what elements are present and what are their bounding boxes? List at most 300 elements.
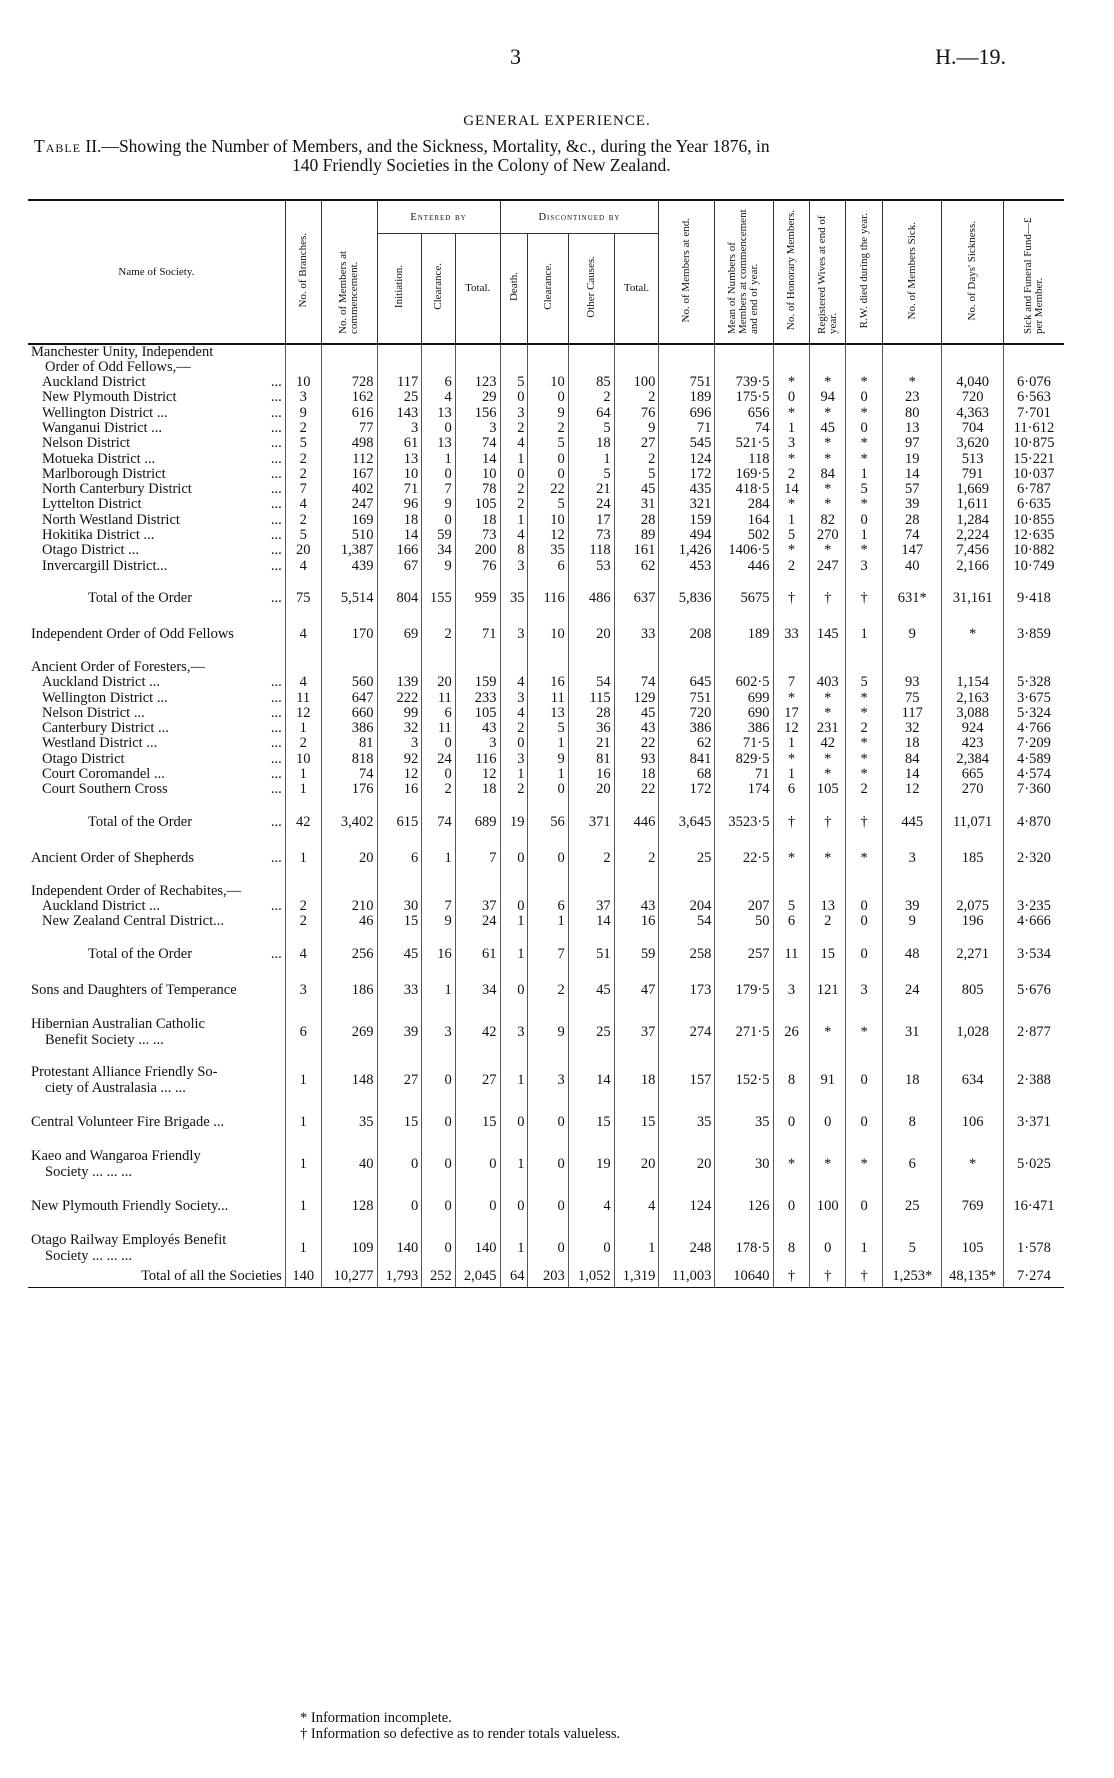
spacer-row [28,646,1064,660]
data-cell: 69 [377,624,422,646]
data-cell: * [942,1148,1004,1182]
data-cell: 89 [614,528,659,543]
spacer-cell [1003,1098,1064,1112]
data-cell: 17 [568,513,614,528]
spacer-cell [285,930,321,944]
header-funeral-fund: Sick and Funeral Fund—£ per Member. [1003,200,1064,344]
data-cell: 1,426 [659,543,715,558]
society-name [28,1196,285,1218]
spacer-cell [715,1002,773,1016]
data-cell: 24 [422,752,456,767]
data-cell: 1 [500,767,528,782]
data-cell: 31 [883,1016,942,1050]
data-cell: 24 [455,914,500,929]
data-cell: 28 [614,513,659,528]
data-cell: 0 [422,1196,456,1218]
empty-cell [773,344,810,376]
data-cell: 43 [614,721,659,736]
data-cell: 9 [422,914,456,929]
spacer-row [28,834,1064,848]
spacer-cell [614,1182,659,1196]
data-cell: 252 [422,1266,456,1288]
spacer-cell [377,1134,422,1148]
spacer-cell [810,1098,846,1112]
spacer-cell [1003,646,1064,660]
data-cell: 39 [883,497,942,512]
data-cell: 3,620 [942,436,1004,451]
data-cell: 9 [614,421,659,436]
data-cell: 660 [321,706,377,721]
data-cell: 1 [773,736,810,751]
data-cell: 3 [500,406,528,421]
district-row [28,406,1064,421]
data-cell: 19 [883,452,942,467]
data-cell: 0 [377,1148,422,1182]
data-cell: 208 [659,624,715,646]
data-cell: 10 [285,375,321,390]
spacer-cell [422,1002,456,1016]
data-cell: 15 [810,944,846,966]
data-cell: 11 [422,691,456,706]
data-cell: 166 [377,543,422,558]
data-cell: 118 [715,452,773,467]
row-label: Sons and Daughters of Temperance [31,981,237,998]
data-cell: 2·388 [1003,1064,1064,1098]
data-cell: 24 [883,980,942,1002]
empty-cell [614,344,659,376]
spacer-cell [377,610,422,624]
data-cell: 43 [614,899,659,914]
data-cell: 2 [422,782,456,797]
data-cell: 8 [773,1232,810,1266]
data-cell: 0 [846,513,883,528]
data-cell: 100 [614,375,659,390]
data-cell: 204 [659,899,715,914]
society-name-line: Society ... ... ... [45,1247,132,1264]
data-cell: 4 [285,497,321,512]
empty-cell [614,660,659,675]
footnote-incomplete: * Information incomplete. [300,1710,452,1726]
spacer-cell [1003,1218,1064,1232]
spacer-cell [1003,798,1064,812]
spacer-cell [883,798,942,812]
data-cell: 15 [568,1112,614,1134]
district-name [28,421,285,436]
data-cell: 29 [455,390,500,405]
header-mean-members: Mean of Numbers of Members at commencement and end of year. [715,200,773,344]
friendly-societies-table [28,199,1064,1288]
spacer-cell [28,574,285,588]
society-name-line: Society ... ... ... [45,1163,132,1180]
data-cell: 9·418 [1003,588,1064,610]
leader-dots: ... [270,945,282,962]
spacer-cell [528,966,568,980]
group-heading-row [28,660,1064,675]
data-cell: 10·749 [1003,559,1064,574]
spacer-cell [846,930,883,944]
data-cell: 8 [883,1112,942,1134]
data-cell: 0 [500,899,528,914]
data-cell: 51 [568,944,614,966]
data-cell: 48,135* [942,1266,1004,1288]
empty-cell [659,660,715,675]
leader-dots: ... [270,497,282,513]
data-cell: 179·5 [715,980,773,1002]
spacer-cell [455,1050,500,1064]
empty-cell [883,884,942,899]
spacer-cell [942,1002,1004,1016]
data-cell: 173 [659,980,715,1002]
row-label: Court Coromandel ... [42,767,165,783]
caption-line-1: —Showing the Number of Members, and the Sickness, Mortality, &c., during the Year 1876, in [101,136,770,156]
district-row [28,767,1064,782]
empty-cell [377,660,422,675]
total-label [28,1266,285,1288]
data-cell: 3 [500,1016,528,1050]
total-label [28,812,285,834]
data-cell: 3 [528,1064,568,1098]
data-cell: 15 [614,1112,659,1134]
spacer-cell [321,1182,377,1196]
data-cell: † [810,1266,846,1288]
data-cell: 20 [614,1148,659,1182]
data-cell: 3,088 [942,706,1004,721]
data-cell: 284 [715,497,773,512]
district-row [28,513,1064,528]
district-name [28,513,285,528]
data-cell: 175·5 [715,390,773,405]
group-heading [28,884,285,899]
spacer-cell [285,1218,321,1232]
spacer-cell [377,870,422,884]
data-cell: 3 [500,559,528,574]
data-cell: 371 [568,812,614,834]
data-cell: 74 [455,436,500,451]
data-cell: 4·589 [1003,752,1064,767]
data-cell: * [846,736,883,751]
data-cell: 37 [455,899,500,914]
data-cell: 445 [883,812,942,834]
data-cell: 2 [568,848,614,870]
data-cell: 32 [377,721,422,736]
spacer-cell [773,834,810,848]
spacer-cell [500,1002,528,1016]
data-cell: 2 [846,782,883,797]
data-cell: 0 [422,421,456,436]
row-label: New Plymouth District [42,390,177,406]
row-label: Total of the Order [88,813,193,830]
society-name [28,1016,285,1050]
data-cell: * [773,848,810,870]
spacer-cell [659,610,715,624]
spacer-cell [883,834,942,848]
empty-cell [500,884,528,899]
page-number: 3 [510,44,521,69]
data-cell: 178·5 [715,1232,773,1266]
district-name [28,721,285,736]
data-cell: 0 [528,452,568,467]
society-name [28,1064,285,1098]
spacer-cell [942,610,1004,624]
spacer-cell [614,1218,659,1232]
data-cell: 6 [528,899,568,914]
data-cell: 615 [377,812,422,834]
data-cell: 116 [455,752,500,767]
spacer-cell [846,798,883,812]
spacer-cell [568,610,614,624]
spacer-cell [810,1218,846,1232]
district-row [28,721,1064,736]
data-cell: 7 [773,675,810,690]
data-cell: 6 [883,1148,942,1182]
data-cell: 5 [773,899,810,914]
data-cell: 439 [321,559,377,574]
empty-cell [377,344,422,376]
spacer-row [28,870,1064,884]
spacer-cell [715,1134,773,1148]
data-cell: 1 [773,421,810,436]
leader-dots: ... [270,543,282,559]
spacer-cell [528,646,568,660]
data-cell: 665 [942,767,1004,782]
spacer-row [28,574,1064,588]
district-row [28,675,1064,690]
data-cell: 33 [773,624,810,646]
data-cell: 5 [846,675,883,690]
district-row [28,706,1064,721]
data-cell: 5 [528,436,568,451]
empty-cell [883,344,942,376]
spacer-cell [659,574,715,588]
spacer-cell [659,966,715,980]
data-cell: 0 [773,390,810,405]
data-cell: 7 [422,899,456,914]
data-cell: 0 [528,848,568,870]
data-cell: 0 [846,421,883,436]
spacer-cell [1003,1134,1064,1148]
data-cell: 0 [455,1196,500,1218]
spacer-cell [773,574,810,588]
data-cell: 5 [614,467,659,482]
data-cell: 31,161 [942,588,1004,610]
data-cell: 112 [321,452,377,467]
data-cell: 269 [321,1016,377,1050]
society-name-line: Kaeo and Wangaroa Friendly [31,1148,201,1165]
spacer-cell [568,966,614,980]
spacer-cell [321,1098,377,1112]
spacer-cell [810,798,846,812]
group-heading-line: Independent Order of Rechabites,— [31,883,242,899]
data-cell: 2 [614,848,659,870]
spacer-cell [422,930,456,944]
data-cell: 73 [455,528,500,543]
data-cell: 3 [285,390,321,405]
leader-dots: ... [270,705,282,721]
empty-cell [528,344,568,376]
data-cell: 0 [846,899,883,914]
empty-cell [659,344,715,376]
data-cell: 14 [377,528,422,543]
header-branches: No. of Branches. [285,200,321,344]
data-cell: 6 [285,1016,321,1050]
data-cell: 12 [285,706,321,721]
data-cell: 2 [568,390,614,405]
spacer-cell [28,610,285,624]
spacer-cell [883,1002,942,1016]
data-cell: 54 [568,675,614,690]
data-cell: 23 [883,390,942,405]
data-cell: 16 [528,675,568,690]
data-cell: 170 [321,624,377,646]
district-name [28,559,285,574]
spacer-cell [285,1134,321,1148]
empty-cell [942,660,1004,675]
header-members-end: No. of Members at end. [659,200,715,344]
district-row [28,528,1064,543]
data-cell: 33 [614,624,659,646]
spacer-cell [377,798,422,812]
footnote-defective: † Information so defective as to render totals valueless. [300,1726,621,1742]
data-cell: 5,836 [659,588,715,610]
spacer-cell [715,870,773,884]
data-cell: 35 [321,1112,377,1134]
data-cell: 1 [285,1148,321,1182]
data-cell: 222 [377,691,422,706]
data-cell: 0 [846,1196,883,1218]
data-cell: 189 [715,624,773,646]
row-label: Total of the Order [88,945,193,962]
spacer-cell [614,646,659,660]
data-cell: 54 [659,914,715,929]
data-cell: * [773,691,810,706]
spacer-cell [568,834,614,848]
empty-cell [773,660,810,675]
data-cell: 42 [455,1016,500,1050]
row-label: Court Southern Cross [42,782,168,798]
spacer-cell [1003,834,1064,848]
spacer-row [28,610,1064,624]
data-cell: 0 [500,980,528,1002]
spacer-cell [773,930,810,944]
data-cell: 4 [285,559,321,574]
leader-dots: ... [270,690,282,706]
spacer-cell [942,1050,1004,1064]
spacer-cell [28,834,285,848]
data-cell: 4,040 [942,375,1004,390]
total-label [28,588,285,610]
data-cell: 10,277 [321,1266,377,1288]
data-cell: 2 [528,421,568,436]
spacer-cell [942,646,1004,660]
data-cell: 82 [810,513,846,528]
data-cell: 35 [659,1112,715,1134]
header-other-causes: Other Causes. [568,234,614,344]
empty-cell [715,884,773,899]
data-cell: 256 [321,944,377,966]
data-cell: 647 [321,691,377,706]
spacer-cell [810,610,846,624]
data-cell: 6·076 [1003,375,1064,390]
header-rw-died: R.W. died during the year. [846,200,883,344]
data-cell: 2 [422,624,456,646]
data-cell: 631* [883,588,942,610]
data-cell: 818 [321,752,377,767]
spacer-cell [500,930,528,944]
spacer-cell [942,1182,1004,1196]
data-cell: 1 [285,721,321,736]
leader-dots: ... [270,512,282,528]
data-cell: 3 [377,421,422,436]
data-cell: 3 [773,436,810,451]
spacer-cell [285,870,321,884]
data-cell: 30 [377,899,422,914]
data-cell: 0 [500,1112,528,1134]
data-cell: 13 [377,452,422,467]
spacer-cell [28,870,285,884]
data-cell: 4 [285,944,321,966]
spacer-cell [846,610,883,624]
data-cell: 17 [773,706,810,721]
data-cell: 10·882 [1003,543,1064,558]
data-cell: * [810,691,846,706]
data-cell: 9 [528,752,568,767]
data-cell: 3·371 [1003,1112,1064,1134]
data-cell: 418·5 [715,482,773,497]
society-name-line: Hibernian Australian Catholic [31,1016,205,1033]
data-cell: 14 [883,467,942,482]
data-cell: 13 [422,436,456,451]
data-cell: 84 [883,752,942,767]
header-members-commencement: No. of Members at commencement. [321,200,377,344]
data-cell: 164 [715,513,773,528]
data-cell: 247 [810,559,846,574]
data-cell: 270 [942,782,1004,797]
data-cell: 18 [455,782,500,797]
data-cell: 21 [568,482,614,497]
data-cell: 14 [568,1064,614,1098]
spacer-cell [568,870,614,884]
data-cell: 20 [422,675,456,690]
data-cell: 50 [715,914,773,929]
data-cell: 486 [568,588,614,610]
data-cell: 18 [455,513,500,528]
spacer-cell [883,1098,942,1112]
data-cell: 0 [528,1112,568,1134]
data-cell: 115 [568,691,614,706]
data-cell: 10 [455,467,500,482]
empty-cell [715,660,773,675]
spacer-cell [377,834,422,848]
data-cell: 28 [883,513,942,528]
data-cell: 15 [455,1112,500,1134]
data-cell: 45 [614,482,659,497]
data-cell: 0 [422,1064,456,1098]
data-cell: 0 [422,513,456,528]
data-cell: 270 [810,528,846,543]
data-cell: 4·766 [1003,721,1064,736]
data-cell: 14 [568,914,614,929]
empty-cell [321,344,377,376]
data-cell: 0 [528,390,568,405]
empty-cell [883,660,942,675]
spacer-row [28,1218,1064,1232]
spacer-cell [422,798,456,812]
district-name [28,406,285,421]
data-cell: * [942,624,1004,646]
district-row [28,421,1064,436]
spacer-cell [846,574,883,588]
data-cell: 100 [810,1196,846,1218]
